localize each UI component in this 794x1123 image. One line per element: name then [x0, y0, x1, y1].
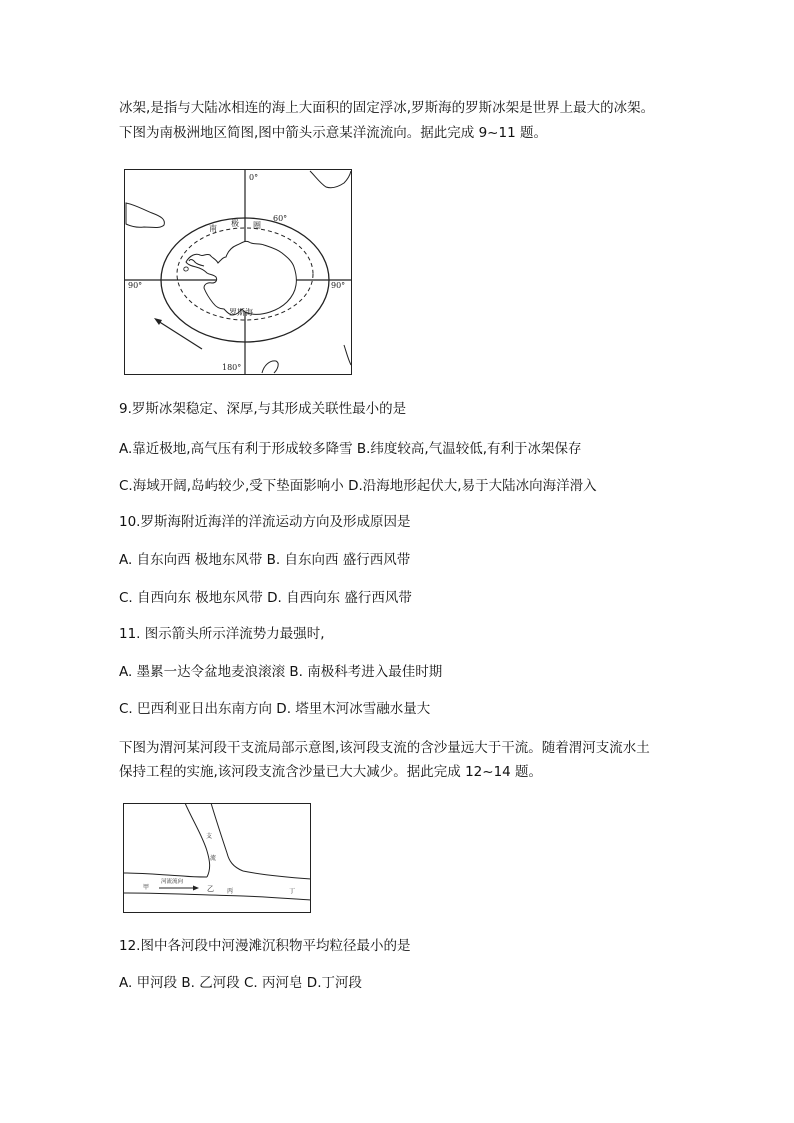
q9-options-ab: A.靠近极地,高气压有利于形成较多降雪 B.纬度较高,气温较低,有利于冰架保存	[119, 441, 582, 457]
q11-options-cd: C. 巴西利亚日出东南方向 D. 塔里木河冰雪融水量大	[119, 701, 431, 717]
q10-options-cd: C. 自西向东 极地东风带 D. 自西向东 盛行西风带	[119, 590, 412, 606]
q12-stem: 12.图中各河段中河漫滩沉积物平均粒径最小的是	[119, 938, 411, 954]
intro-line-1: 冰架,是指与大陆冰相连的海上大面积的固定浮冰,罗斯海的罗斯冰架是世界上最大的冰架。	[119, 100, 655, 116]
label-flow-direction: 河流流向	[161, 879, 184, 885]
q10-options-ab: A. 自东向西 极地东风带 B. 自东向西 盛行西风带	[119, 552, 411, 568]
label-yi: 乙	[207, 885, 214, 893]
intro2-line-1: 下图为渭河某河段干支流局部示意图,该河段支流的含沙量远大于干流。随着渭河支流水土	[119, 740, 650, 756]
q9-stem: 9.罗斯冰架稳定、深厚,与其形成关联性最小的是	[119, 401, 407, 417]
q9-options-cd: C.海域开阔,岛屿较少,受下垫面影响小 D.沿海地形起伏大,易于大陆冰向海洋滑入	[119, 478, 597, 494]
label-circle-char3: 圈	[253, 221, 261, 230]
antarctica-map	[124, 169, 352, 375]
diagram-frame	[124, 804, 311, 913]
label-lon90-east: 90°	[331, 281, 346, 290]
q11-stem: 11. 图示箭头所示洋流势力最强时,	[119, 626, 325, 642]
label-jia: 甲	[143, 884, 150, 891]
q10-stem: 10.罗斯海附近海洋的洋流运动方向及形成原因是	[119, 514, 411, 530]
label-lon90-west: 90°	[128, 281, 143, 290]
label-circle-char2: 极	[231, 219, 239, 228]
label-lat60: 60°	[273, 214, 288, 223]
wei-river-diagram	[123, 803, 311, 913]
q11-options-ab: A. 墨累一达令盆地麦浪滚滚 B. 南极科考进入最佳时期	[119, 664, 443, 680]
intro2-line-2: 保持工程的实施,该河段支流含沙量已大大减少。据此完成 12~14 题。	[119, 764, 543, 780]
q12-options: A. 甲河段 B. 乙河段 C. 丙河皂 D.丁河段	[119, 975, 362, 991]
label-lon0: 0°	[249, 173, 259, 182]
island-small	[184, 267, 188, 271]
label-ding: 丁	[289, 888, 296, 895]
label-bing: 丙	[227, 888, 234, 895]
label-circle-char1: 南	[209, 224, 217, 233]
label-lon180: 180°	[222, 363, 242, 372]
label-ross-sea: 罗斯海	[229, 308, 253, 317]
intro-line-2: 下图为南极洲地区简图,图中箭头示意某洋流流向。据此完成 9~11 题。	[119, 125, 547, 141]
label-tributary-char1: 支	[206, 833, 213, 840]
label-tributary-char2: 流	[210, 855, 217, 862]
